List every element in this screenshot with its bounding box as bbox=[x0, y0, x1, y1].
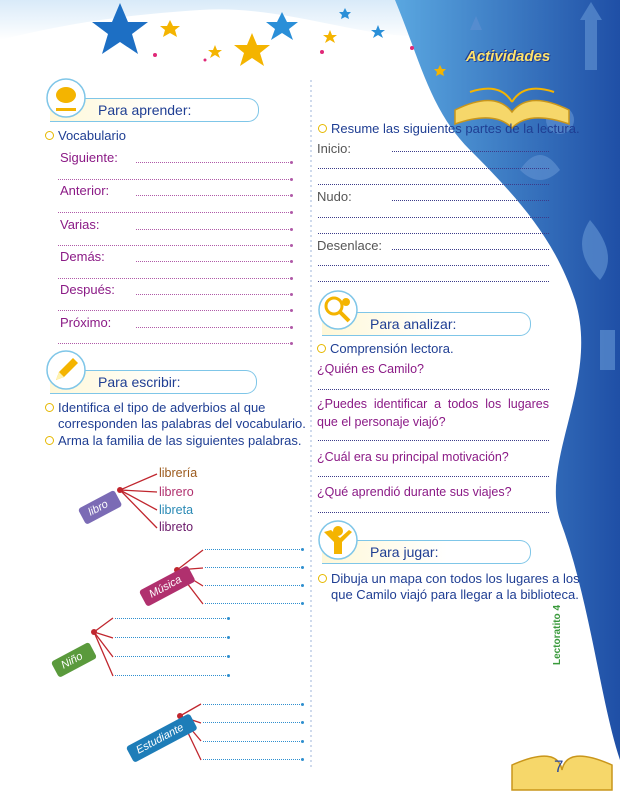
resume-answer-line[interactable] bbox=[392, 249, 549, 250]
family-word: libreto bbox=[159, 520, 194, 534]
resume-instruction: Resume las siguientes partes de la lectura. bbox=[331, 121, 580, 136]
question-answer-line[interactable] bbox=[318, 476, 549, 477]
vocab-word-6: Próximo: bbox=[60, 315, 112, 330]
gears-magnifier-icon bbox=[318, 290, 358, 330]
aprender-title-text: Para aprender: bbox=[98, 102, 192, 118]
family-answer-line[interactable] bbox=[203, 704, 302, 705]
question-answer-line[interactable] bbox=[318, 389, 549, 390]
happy-kid-icon bbox=[318, 520, 358, 560]
family-answer-line[interactable] bbox=[115, 618, 228, 619]
resume-answer-line[interactable] bbox=[318, 184, 549, 185]
escribir-item-2: Arma la familia de las siguientes palabras. bbox=[58, 433, 308, 449]
escribir-item-1: Identifica el tipo de adverbios al que corresponden las palabras del vocabulario. bbox=[58, 400, 308, 432]
tag-estudiante: Estudiante bbox=[126, 713, 198, 763]
question-1: ¿Quién es Camilo? bbox=[317, 362, 424, 376]
resume-part-2: Nudo: bbox=[317, 189, 352, 204]
family-word: librero bbox=[159, 485, 194, 499]
family-word: librería bbox=[159, 466, 198, 480]
resume-part-3: Desenlace: bbox=[317, 238, 383, 253]
question-4: ¿Qué aprendió durante sus viajes? bbox=[317, 485, 512, 499]
family-answer-line[interactable] bbox=[203, 759, 302, 760]
jugar-item: Dibuja un mapa con todos los lugares a los que Camilo viajó para llegar a la biblioteca. bbox=[331, 571, 580, 602]
family-answer-line[interactable] bbox=[115, 675, 228, 676]
family-answer-line[interactable] bbox=[205, 585, 302, 586]
activities-banner: Actividades bbox=[466, 48, 551, 65]
family-answer-line[interactable] bbox=[205, 549, 302, 550]
resume-part-1: Inicio: bbox=[317, 141, 351, 156]
resume-answer-line[interactable] bbox=[318, 168, 549, 169]
resume-answer-line[interactable] bbox=[318, 217, 549, 218]
vocab-word-5: Después: bbox=[60, 282, 115, 297]
family-answer-line[interactable] bbox=[203, 722, 302, 723]
question-answer-line[interactable] bbox=[318, 512, 549, 513]
vocab-word-2: Anterior: bbox=[60, 183, 110, 198]
resume-answer-line[interactable] bbox=[392, 200, 549, 201]
vocab-word-3: Varias: bbox=[60, 217, 100, 232]
vocab-label: Vocabulario bbox=[58, 128, 126, 143]
resume-answer-line[interactable] bbox=[318, 281, 549, 282]
family-answer-line[interactable] bbox=[115, 637, 228, 638]
vocab-word-1: Siguiente: bbox=[60, 150, 118, 165]
tag-libro: libro bbox=[78, 490, 122, 525]
family-answer-line[interactable] bbox=[205, 603, 302, 604]
resume-answer-line[interactable] bbox=[318, 233, 549, 234]
question-2: ¿Puedes identificar a todos los lugares que el personaje viajó? bbox=[317, 397, 549, 429]
page-number: 7 bbox=[554, 757, 564, 776]
family-answer-line[interactable] bbox=[203, 741, 302, 742]
analizar-sub: Comprensión lectora. bbox=[330, 341, 454, 356]
tag-musica: Música bbox=[139, 565, 196, 607]
question-3: ¿Cuál era su principal motivación? bbox=[317, 450, 509, 464]
vocab-word-4: Demás: bbox=[60, 249, 105, 264]
family-answer-line[interactable] bbox=[115, 656, 228, 657]
jugar-title-text: Para jugar: bbox=[370, 544, 439, 560]
tag-nino: Niño bbox=[51, 642, 97, 678]
escribir-title-text: Para escribir: bbox=[98, 374, 181, 390]
family-word: libreta bbox=[159, 503, 194, 517]
resume-answer-line[interactable] bbox=[392, 151, 549, 152]
analizar-title-text: Para analizar: bbox=[370, 316, 457, 332]
question-answer-line[interactable] bbox=[318, 440, 549, 441]
resume-answer-line[interactable] bbox=[318, 265, 549, 266]
brand-logo: Lectoratito 4 bbox=[552, 604, 563, 665]
family-answer-line[interactable] bbox=[205, 567, 302, 568]
